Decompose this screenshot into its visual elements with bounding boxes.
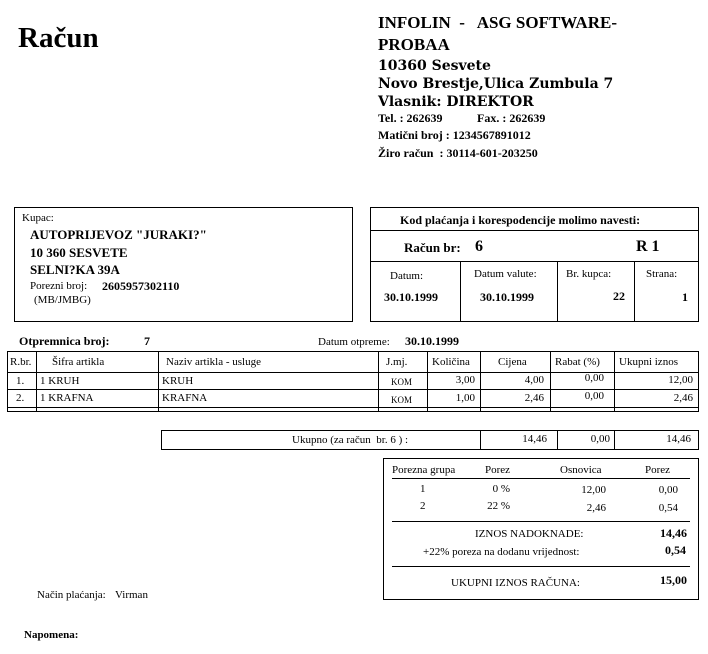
tax-group: 2 [420,500,426,512]
tax-rate: 22 % [487,500,510,512]
grand-total-label: UKUPNI IZNOS RAČUNA: [451,577,580,589]
row-unit: KOM [391,395,413,405]
row-name: KRAFNA [162,392,208,404]
tax-base: 2,46 [586,502,606,514]
customer-city: 10 360 SESVETE [30,245,128,260]
col-header-cijena: Cijena [498,356,527,368]
customer-label: Kupac: [22,212,54,224]
tax-header-rate: Porez [485,464,511,476]
company-maticni-broj: Matični broj : 1234567891012 [378,128,531,142]
row-qty: 3,00 [455,374,475,386]
col-header-kolicina: Količina [432,356,470,368]
row-unit: KOM [391,377,413,387]
invoice-page-value: 1 [682,290,688,304]
company-name-line1: INFOLIN - ASG SOFTWARE- [378,13,617,32]
invoice-date-label: Datum: [390,270,423,282]
payment-value: Virman [115,589,148,601]
tax-amount: 0,54 [658,502,678,514]
customer-name: AUTOPRIJEVOZ "JURAKI?" [30,227,207,242]
row-discount: 0,00 [584,372,604,384]
col-header-rbr: R.br. [10,356,32,368]
tax-group: 1 [420,483,426,495]
dispatch-value: 7 [144,334,150,348]
dispatch-label: Otpremnica broj: [19,334,110,348]
company-postal: 10360 Sesvete [378,58,491,74]
tax-rate: 0 % [492,483,510,495]
customer-tax-note: (MB/JMBG) [34,294,91,306]
row-total: 2,46 [673,392,693,404]
totals-discount: 0,00 [590,433,610,445]
grand-total-value: 15,00 [660,573,687,587]
row-no: 1. [16,375,25,387]
company-ziro-racun: Žiro račun : 30114-601-203250 [378,146,538,160]
totals-amount: 14,46 [522,433,547,445]
row-price: 2,46 [524,392,544,404]
invoice-number-value: 6 [475,238,483,255]
customer-tax-label: Porezni broj: [30,280,88,292]
invoice-number-label: Račun br: [404,240,461,255]
note-label: Napomena: [24,629,79,641]
tax-base: 12,00 [581,484,606,496]
tax-amount: 0,00 [658,484,678,496]
dispatch-date-label: Datum otpreme: [318,336,390,348]
col-header-rabat: Rabat (%) [555,356,600,368]
nadoknade-label: IZNOS NADOKNADE: [475,528,584,540]
pdv-value: 0,54 [665,543,686,557]
customer-street: SELNI?KA 39A [30,262,120,277]
totals-label: Ukupno (za račun br. 6 ) : [292,434,409,446]
row-discount: 0,00 [584,390,604,402]
totals-total: 14,46 [666,433,691,445]
company-street: Novo Brestje,Ulica Zumbula 7 [378,76,614,92]
row-no: 2. [16,392,25,404]
company-name-line2: PROBAA [378,35,450,54]
col-header-jmj: J.mj. [386,356,408,368]
page-title: Račun [18,22,99,54]
tax-header-tax: Porez [645,464,671,476]
invoice-series: R 1 [636,238,660,255]
row-code: 1 KRAFNA [40,392,94,404]
col-header-ukupni: Ukupni iznos [619,356,678,368]
company-fax: Fax. : 262639 [477,111,546,125]
col-header-sifra: Šifra artikla [52,356,105,368]
tax-header-base: Osnovica [560,464,602,476]
row-total: 12,00 [668,374,693,386]
pdv-label: +22% poreza na dodanu vrijednost: [423,546,580,558]
row-name: KRUH [162,375,194,387]
col-header-naziv: Naziv artikla - usluge [166,356,261,368]
payment-label: Način plaćanja: [37,589,106,601]
row-price: 4,00 [524,374,544,386]
dispatch-date-value: 30.10.1999 [405,334,459,348]
company-owner: Vlasnik: DIREKTOR [378,94,534,110]
invoice-notice: Kod plaćanja i korespodencije molimo navesti: [400,213,641,227]
invoice-valuta-label: Datum valute: [474,268,537,280]
row-qty: 1,00 [455,392,475,404]
customer-tax-value: 2605957302110 [102,279,180,293]
invoice-date-value: 30.10.1999 [384,290,438,304]
invoice-valuta-value: 30.10.1999 [480,290,534,304]
nadoknade-value: 14,46 [660,526,687,540]
row-code: 1 KRUH [40,375,80,387]
invoice-buyer-value: 22 [613,289,625,303]
invoice-buyer-label: Br. kupca: [566,268,612,280]
company-tel: Tel. : 262639 [378,111,443,125]
invoice-page-label: Strana: [646,268,678,280]
tax-header-group: Porezna grupa [392,464,456,476]
